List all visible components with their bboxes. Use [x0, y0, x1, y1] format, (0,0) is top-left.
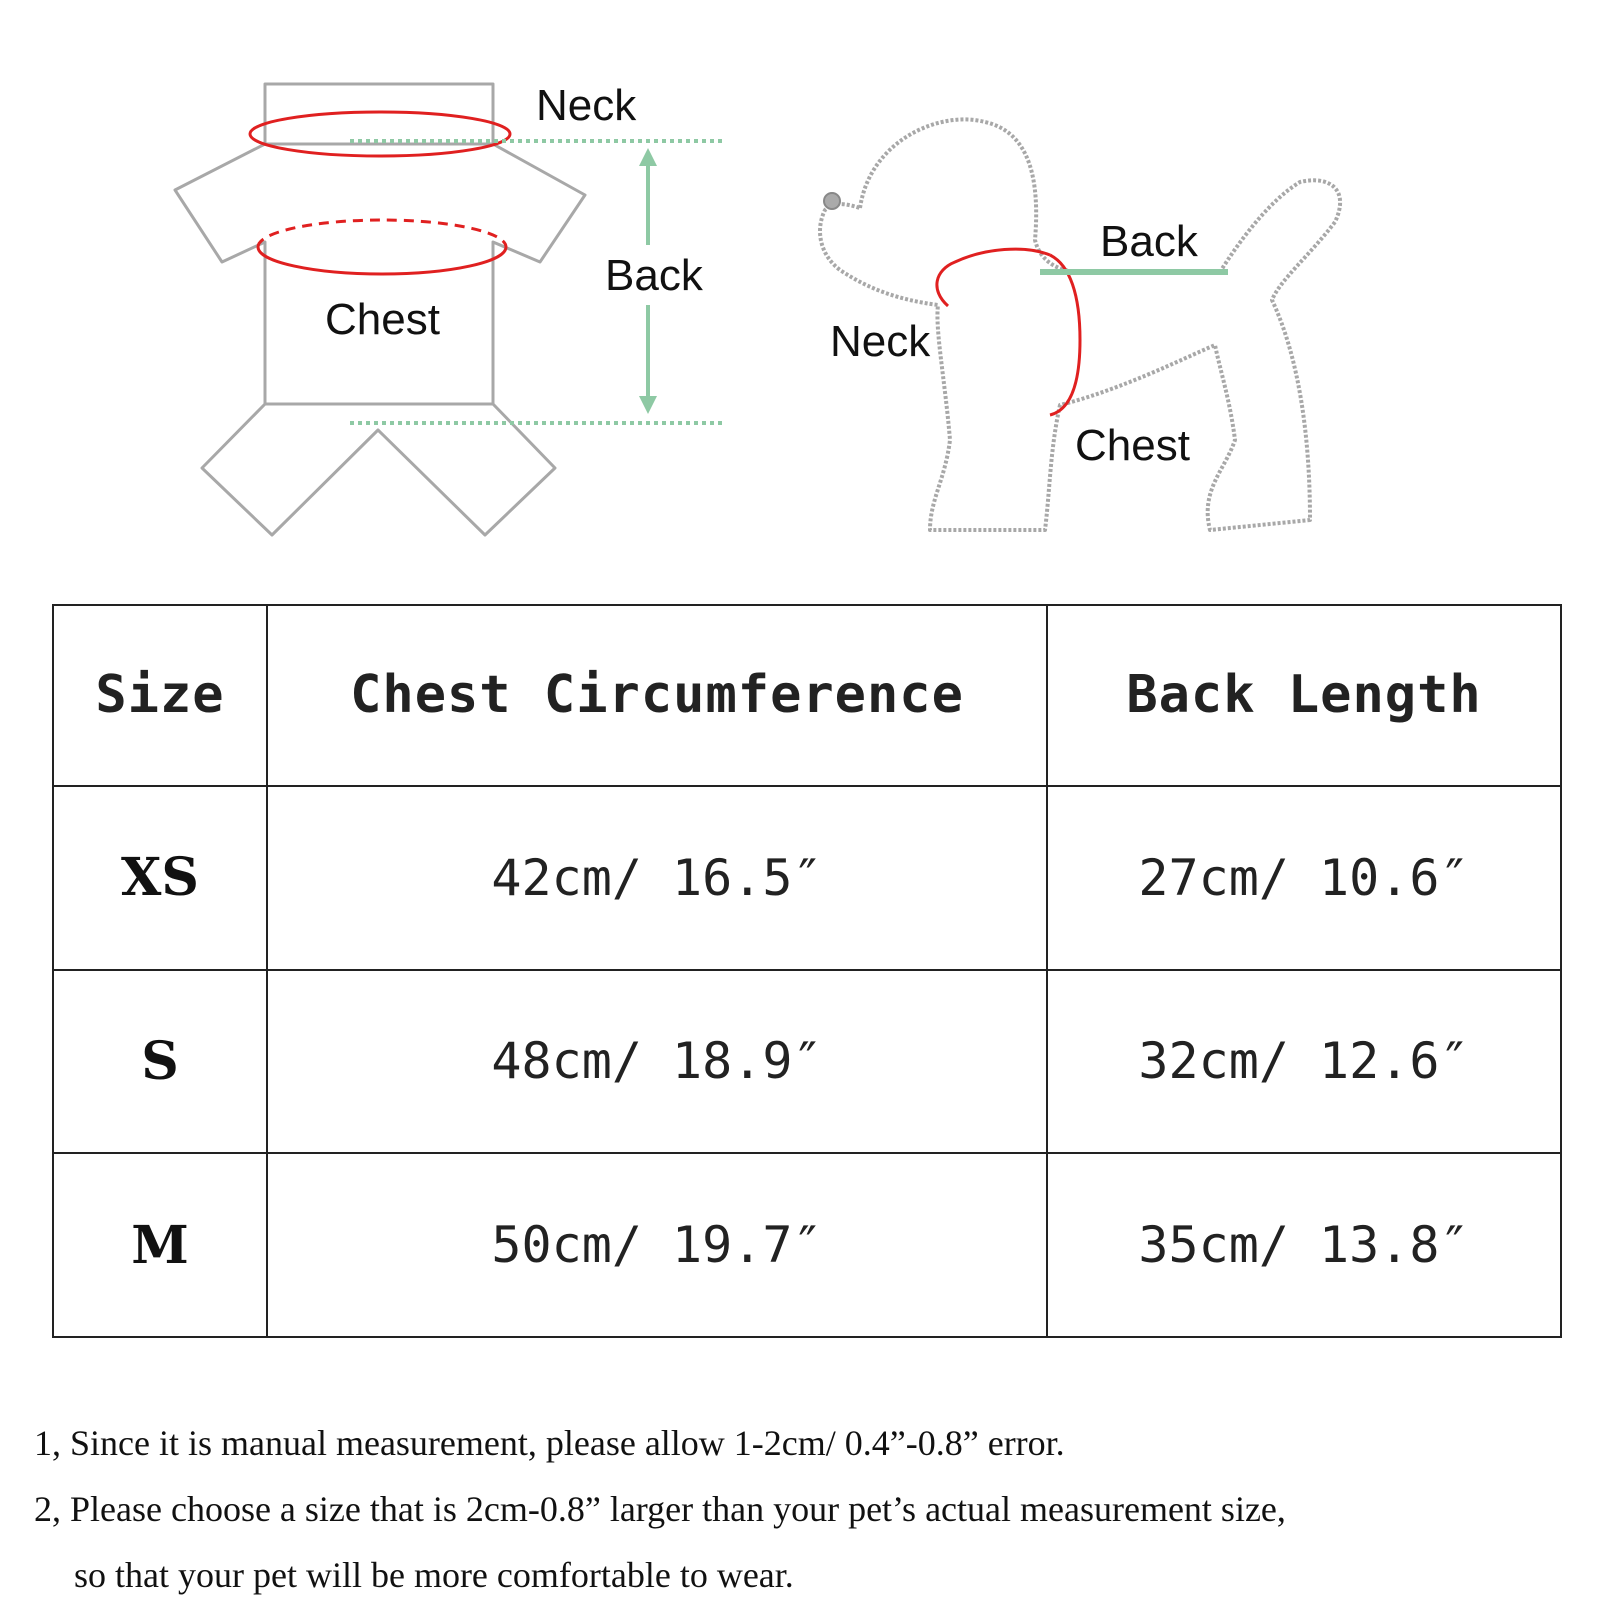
measurement-notes — [34, 1410, 1574, 1608]
chest-cell: 42cm/ 16.5″ — [267, 786, 1047, 970]
chest-cell: 50cm/ 19.7″ — [267, 1153, 1047, 1337]
shirt-neck-measure — [250, 112, 510, 156]
chest-cell: 48cm/ 18.9″ — [267, 970, 1047, 1154]
shirt-chest-measure-front — [258, 247, 506, 274]
dog-neck-measure — [937, 249, 1050, 306]
size-cell: XS — [53, 786, 267, 970]
table-header-row — [53, 605, 1561, 786]
shirt-back-label: Back — [605, 251, 703, 300]
back-cell: 32cm/ 12.6″ — [1047, 970, 1561, 1154]
dog-back-label: Back — [1100, 217, 1198, 266]
shirt-chest-measure-back — [258, 220, 506, 247]
measurement-diagram — [0, 0, 1601, 560]
back-cell: 35cm/ 13.8″ — [1047, 1153, 1561, 1337]
note-line: so that your pet will be more comfortable to wear. — [74, 1555, 794, 1595]
dog-chest-measure — [1050, 255, 1080, 415]
size-chart-table — [52, 604, 1562, 1338]
dog-nose-icon — [824, 193, 840, 209]
header-size: Size — [53, 605, 267, 786]
dog-neck-label: Neck — [830, 317, 931, 366]
header-back-length: Back Length — [1047, 605, 1561, 786]
shirt-chest-label: Chest — [325, 295, 440, 344]
back-cell: 27cm/ 10.6″ — [1047, 786, 1561, 970]
table-row — [53, 1153, 1561, 1337]
dog-chest-label: Chest — [1075, 421, 1190, 470]
size-cell: S — [53, 970, 267, 1154]
size-cell: M — [53, 1153, 267, 1337]
shirt-neck-label: Neck — [536, 81, 637, 130]
note-line: 1, Since it is manual measurement, please allow 1-2cm/ 0.4”-0.8” error. — [34, 1423, 1065, 1463]
table-row — [53, 786, 1561, 970]
table-row — [53, 970, 1561, 1154]
note-line: 2, Please choose a size that is 2cm-0.8” larger than your pet’s actual measurement size, — [34, 1489, 1286, 1529]
header-chest-circumference: Chest Circumference — [267, 605, 1047, 786]
